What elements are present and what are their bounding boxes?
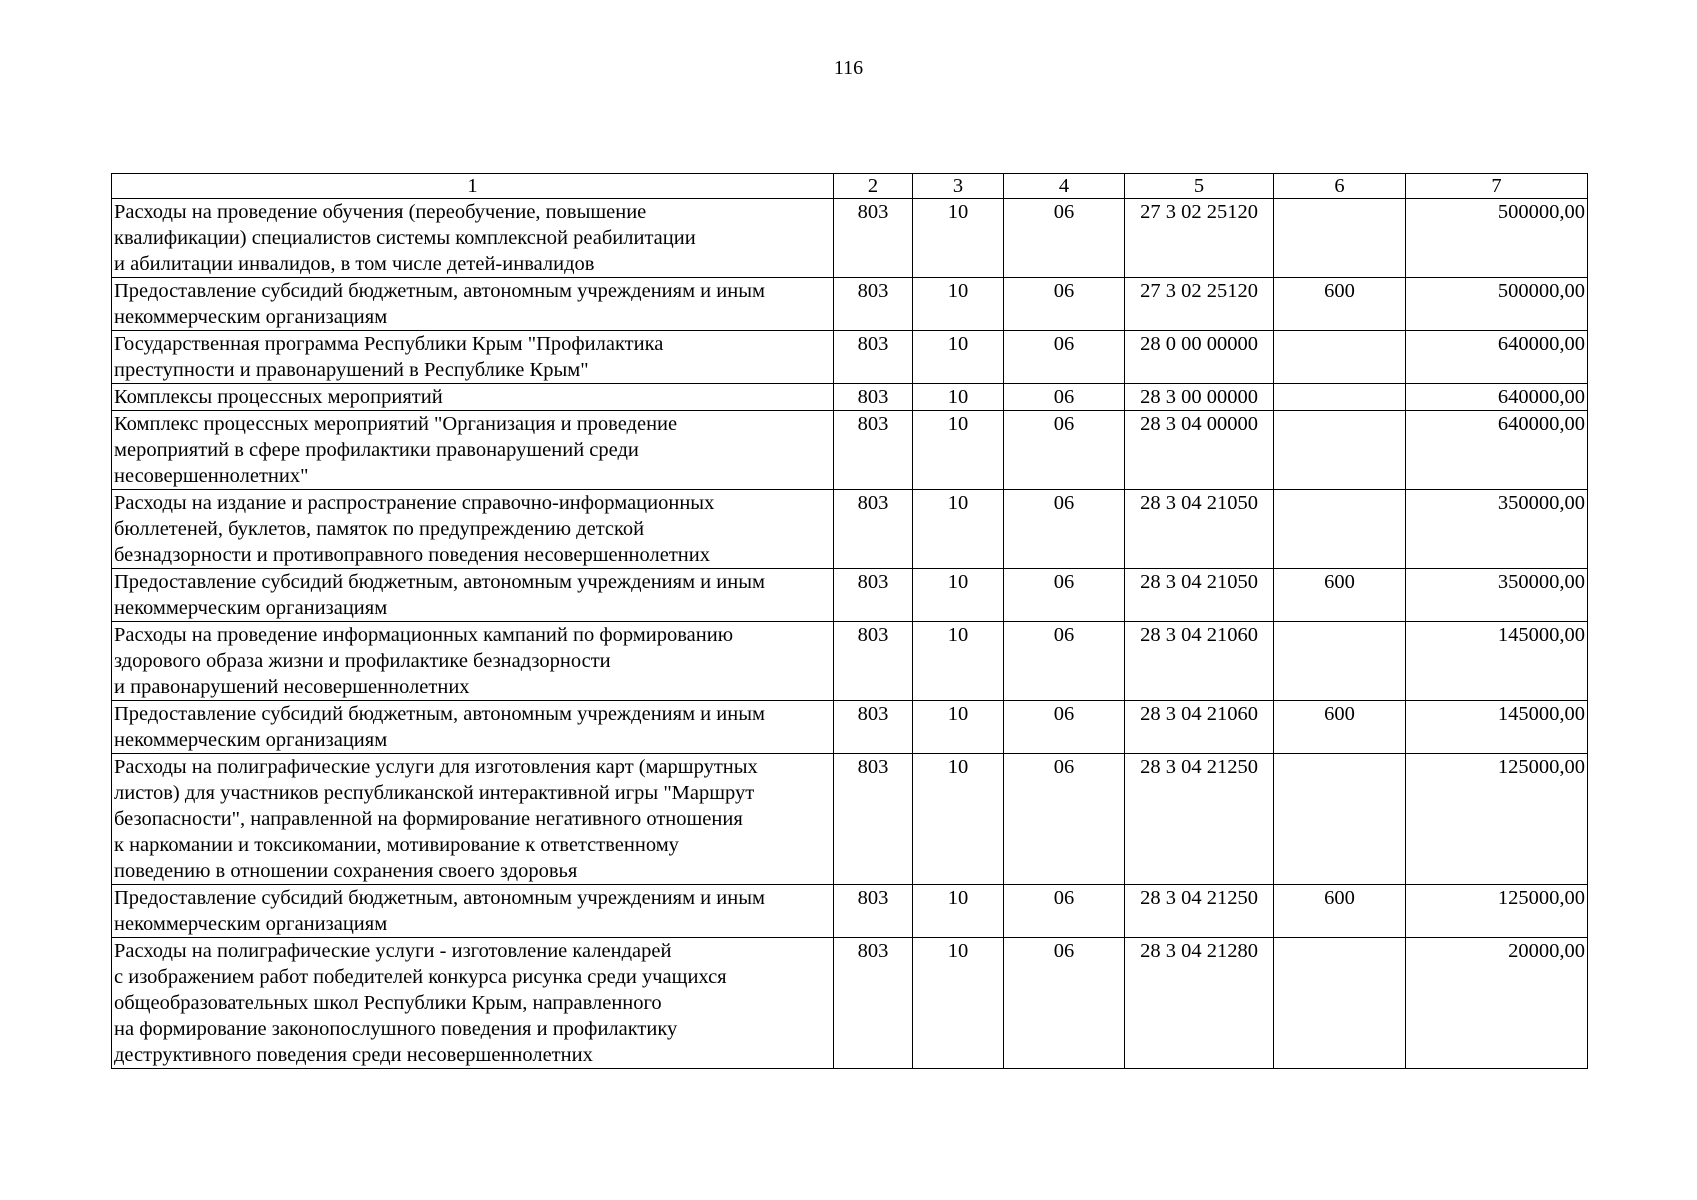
table-row [112,384,1588,411]
row-ministry-code: 803 [834,701,913,754]
row-name: Расходы на полиграфические услуги для изготовления карт (маршрутных листов) для участников республиканской интерактивной игры "Маршрут безопасности", направленной на формирование негативного отношения к наркомании и токсикомании, мотивирование к ответственному поведению в отношении сохранения своего здоровья [112,754,834,885]
row-target-code: 28 3 04 21050 [1125,569,1274,622]
row-ministry-code: 803 [834,622,913,701]
row-section-code: 10 [913,278,1004,331]
row-ministry-code: 803 [834,199,913,278]
row-target-code: 28 3 00 00000 [1125,384,1274,411]
row-section-code: 10 [913,569,1004,622]
row-amount: 145000,00 [1406,622,1588,701]
header-col-3: 3 [913,174,1004,199]
row-section-code: 10 [913,754,1004,885]
row-name: Государственная программа Республики Крым "Профилактика преступности и правонарушений в Республике Крым" [112,331,834,384]
row-name: Предоставление субсидий бюджетным, автономным учреждениям и иным некоммерческим организациям [112,569,834,622]
table-row [112,569,1588,622]
row-expense-type: 600 [1274,701,1406,754]
row-section-code: 10 [913,701,1004,754]
row-expense-type: 600 [1274,569,1406,622]
table-row [112,331,1588,384]
row-subsection-code: 06 [1004,384,1125,411]
table-row [112,199,1588,278]
row-ministry-code: 803 [834,411,913,490]
row-amount: 640000,00 [1406,331,1588,384]
row-target-code: 28 3 04 21250 [1125,754,1274,885]
row-expense-type [1274,490,1406,569]
row-subsection-code: 06 [1004,701,1125,754]
row-target-code: 28 3 04 21250 [1125,885,1274,938]
table-body [112,199,1588,1069]
row-subsection-code: 06 [1004,490,1125,569]
header-col-2: 2 [834,174,913,199]
row-ministry-code: 803 [834,331,913,384]
row-section-code: 10 [913,331,1004,384]
row-section-code: 10 [913,411,1004,490]
row-name: Предоставление субсидий бюджетным, автономным учреждениям и иным некоммерческим организациям [112,701,834,754]
header-col-1: 1 [112,174,834,199]
row-subsection-code: 06 [1004,331,1125,384]
table-row [112,622,1588,701]
row-name: Расходы на издание и распространение справочно-информационных бюллетеней, буклетов, памяток по предупреждению детской безнадзорности и противоправного поведения несовершеннолетних [112,490,834,569]
row-expense-type: 600 [1274,885,1406,938]
row-subsection-code: 06 [1004,754,1125,885]
row-subsection-code: 06 [1004,199,1125,278]
row-expense-type [1274,384,1406,411]
row-ministry-code: 803 [834,490,913,569]
header-col-7: 7 [1406,174,1588,199]
row-name: Предоставление субсидий бюджетным, автономным учреждениям и иным некоммерческим организациям [112,278,834,331]
row-subsection-code: 06 [1004,938,1125,1069]
table-row [112,411,1588,490]
row-subsection-code: 06 [1004,278,1125,331]
row-ministry-code: 803 [834,384,913,411]
row-expense-type: 600 [1274,278,1406,331]
row-ministry-code: 803 [834,278,913,331]
row-section-code: 10 [913,622,1004,701]
row-expense-type [1274,411,1406,490]
row-amount: 125000,00 [1406,754,1588,885]
row-section-code: 10 [913,384,1004,411]
row-amount: 145000,00 [1406,701,1588,754]
row-name: Комплексы процессных мероприятий [112,384,834,411]
row-ministry-code: 803 [834,569,913,622]
table-row [112,938,1588,1069]
row-expense-type [1274,622,1406,701]
row-target-code: 28 3 04 21050 [1125,490,1274,569]
row-amount: 640000,00 [1406,384,1588,411]
header-row [112,174,1588,199]
row-expense-type [1274,331,1406,384]
header-col-5: 5 [1125,174,1274,199]
table-row [112,701,1588,754]
row-ministry-code: 803 [834,754,913,885]
row-amount: 640000,00 [1406,411,1588,490]
row-name: Расходы на проведение информационных кампаний по формированию здорового образа жизни и профилактике безнадзорности и правонарушений несовершеннолетних [112,622,834,701]
row-target-code: 27 3 02 25120 [1125,199,1274,278]
row-name: Расходы на проведение обучения (переобучение, повышение квалификации) специалистов системы комплексной реабилитации и абилитации инвалидов, в том числе детей-инвалидов [112,199,834,278]
row-amount: 350000,00 [1406,569,1588,622]
row-target-code: 28 3 04 21280 [1125,938,1274,1069]
row-amount: 20000,00 [1406,938,1588,1069]
header-col-6: 6 [1274,174,1406,199]
row-ministry-code: 803 [834,885,913,938]
row-subsection-code: 06 [1004,569,1125,622]
row-ministry-code: 803 [834,938,913,1069]
row-target-code: 27 3 02 25120 [1125,278,1274,331]
row-target-code: 28 3 04 00000 [1125,411,1274,490]
row-name: Предоставление субсидий бюджетным, автономным учреждениям и иным некоммерческим организациям [112,885,834,938]
page-number: 116 [833,57,864,79]
row-amount: 500000,00 [1406,199,1588,278]
row-expense-type [1274,199,1406,278]
row-subsection-code: 06 [1004,885,1125,938]
row-amount: 350000,00 [1406,490,1588,569]
row-expense-type [1274,754,1406,885]
table-row [112,278,1588,331]
budget-table [111,173,1588,1069]
table-header [112,174,1588,199]
row-subsection-code: 06 [1004,622,1125,701]
row-name: Расходы на полиграфические услуги - изготовление календарей с изображением работ победителей конкурса рисунка среди учащихся общеобразовательных школ Республики Крым, направленного на формирование законопослушного поведения и профилактику деструктивного поведения среди несовершеннолетних [112,938,834,1069]
row-amount: 125000,00 [1406,885,1588,938]
row-target-code: 28 3 04 21060 [1125,622,1274,701]
row-expense-type [1274,938,1406,1069]
row-section-code: 10 [913,885,1004,938]
header-col-4: 4 [1004,174,1125,199]
table-row [112,490,1588,569]
table-row [112,885,1588,938]
row-section-code: 10 [913,199,1004,278]
row-amount: 500000,00 [1406,278,1588,331]
row-subsection-code: 06 [1004,411,1125,490]
row-section-code: 10 [913,938,1004,1069]
row-name: Комплекс процессных мероприятий "Организация и проведение мероприятий в сфере профилактики правонарушений среди несовершеннолетних" [112,411,834,490]
row-target-code: 28 0 00 00000 [1125,331,1274,384]
row-target-code: 28 3 04 21060 [1125,701,1274,754]
table-row [112,754,1588,885]
row-section-code: 10 [913,490,1004,569]
